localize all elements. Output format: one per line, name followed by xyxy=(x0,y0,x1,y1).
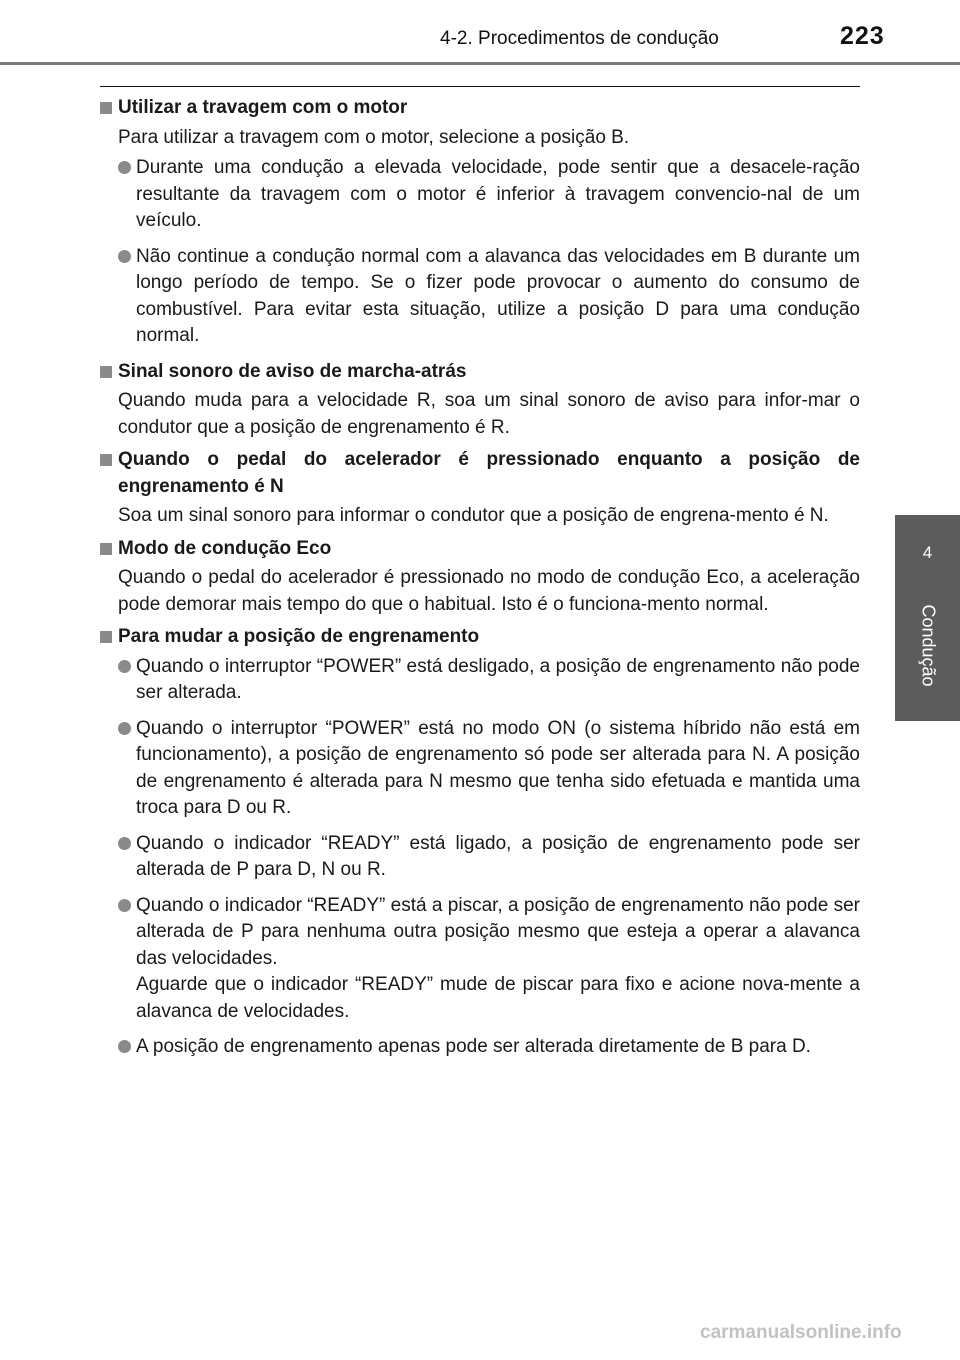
section-heading-text: Para mudar a posição de engrenamento xyxy=(118,626,480,647)
section-heading-text: Utilizar a travagem com o motor xyxy=(118,97,408,118)
manual-section xyxy=(100,624,860,1061)
square-bullet-icon xyxy=(100,366,112,378)
manual-section xyxy=(100,536,860,619)
bullet-text: Quando o indicador “READY” está ligado, a posição de engrenamento pode ser alterada de P para D, N ou R. xyxy=(136,832,860,880)
round-bullet-icon xyxy=(118,899,131,912)
bullet-text: Aguarde que o indicador “READY” mude de piscar para fixo e acione nova-mente a alavanca de velocidades. xyxy=(136,974,860,1022)
content-top-divider xyxy=(100,86,860,87)
round-bullet-icon xyxy=(118,161,131,174)
bullet-item xyxy=(100,831,860,884)
bullet-text: Não continue a condução normal com a alavanca das velocidades em B durante um longo período de tempo. Se o fizer pode provocar o aumento do consumo de combustível. Para evitar esta situação, utilize a posição D para uma condução normal. xyxy=(136,245,860,346)
manual-section xyxy=(100,95,860,350)
section-heading xyxy=(100,359,860,386)
manual-section xyxy=(100,359,860,442)
bullet-text: Durante uma condução a elevada velocidade, pode sentir que a desacele-ração resultante da travagem com o motor é inferior à travagem convencio-nal de um veículo. xyxy=(136,157,860,231)
bullet-item xyxy=(100,893,860,1026)
round-bullet-icon xyxy=(118,1040,131,1053)
section-paragraph: Quando o pedal do acelerador é pressionado no modo de condução Eco, a aceleração pode demorar mais tempo do que o habitual. Isto é o funciona-mento normal. xyxy=(118,567,860,615)
chapter-name: Condução xyxy=(918,604,938,687)
section-title: 4-2. Procedimentos de condução xyxy=(440,28,719,49)
bullet-text: Quando o interruptor “POWER” está desligado, a posição de engrenamento não pode ser alterada. xyxy=(136,655,860,703)
round-bullet-icon xyxy=(118,837,131,850)
chapter-number: 4 xyxy=(922,543,933,562)
bullet-item xyxy=(100,244,860,350)
section-heading xyxy=(100,95,860,122)
square-bullet-icon xyxy=(100,631,112,643)
bullet-item xyxy=(100,716,860,822)
manual-section xyxy=(100,447,860,530)
section-heading xyxy=(100,624,860,651)
section-paragraph: Para utilizar a travagem com o motor, selecione a posição B. xyxy=(118,126,630,148)
bullet-text: Quando o indicador “READY” está a piscar, a posição de engrenamento não pode ser alterada de P para nenhuma outra posição mesmo que esteja a operar a alavanca das velocidades. xyxy=(136,894,860,969)
section-heading-text: Sinal sonoro de aviso de marcha-atrás xyxy=(118,360,467,382)
manual-content xyxy=(100,95,860,1070)
section-paragraph: Quando muda para a velocidade R, soa um sinal sonoro de aviso para infor-mar o condutor que a posição de engrenamento é R. xyxy=(118,390,860,438)
section-heading-text: Modo de condução Eco xyxy=(118,537,332,559)
section-paragraph: Soa um sinal sonoro para informar o condutor que a posição de engrena-mento é N. xyxy=(118,505,829,526)
bullet-text: A posição de engrenamento apenas pode ser alterada diretamente de B para D. xyxy=(136,1036,811,1057)
square-bullet-icon xyxy=(100,102,112,114)
bullet-item xyxy=(100,1034,860,1061)
watermark: carmanualsonline.info xyxy=(700,1322,902,1343)
header-divider xyxy=(0,62,960,65)
section-heading xyxy=(100,536,860,563)
section-heading xyxy=(100,447,860,500)
round-bullet-icon xyxy=(118,722,131,735)
square-bullet-icon xyxy=(100,454,112,466)
round-bullet-icon xyxy=(118,660,131,673)
section-heading-text: Quando o pedal do acelerador é pressionado enquanto a posição de engrenamento é N xyxy=(118,449,860,497)
square-bullet-icon xyxy=(100,543,112,555)
bullet-item xyxy=(100,654,860,707)
page-number: 223 xyxy=(840,22,885,50)
round-bullet-icon xyxy=(118,250,131,263)
bullet-text: Quando o interruptor “POWER” está no modo ON (o sistema híbrido não está em funcionamento), a posição de engrenamento só pode ser alterada para N. A posição de engrenamento é alterada para N mesmo que tenha sido efetuada e mantida uma troca para D ou R. xyxy=(136,717,860,818)
chapter-side-tab[interactable] xyxy=(895,515,960,721)
bullet-item xyxy=(100,155,860,235)
